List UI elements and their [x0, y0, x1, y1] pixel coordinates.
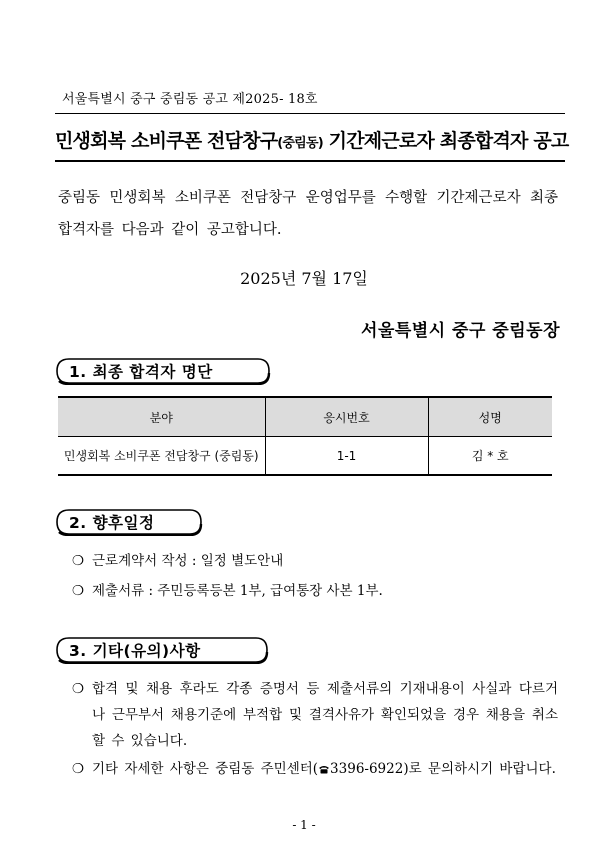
circle-bullet-icon: ❍	[72, 583, 85, 599]
schedule-list	[72, 551, 558, 601]
phone-number: 3396-6922	[330, 761, 404, 777]
title-rest: 기간제근로자 최종합격자 공고	[322, 130, 569, 152]
table-header-row	[58, 397, 552, 437]
table-cell-number: 1-1	[265, 437, 428, 476]
phone-icon	[318, 757, 330, 767]
page-number: - 1 -	[292, 818, 316, 832]
list-item-text-post: )로 문의하시기 바랍니다.	[403, 761, 556, 777]
table-header-cell: 성명	[428, 397, 552, 437]
list-item	[72, 676, 558, 754]
list-item	[72, 551, 558, 571]
list-item	[72, 756, 558, 782]
section-2-title: 2. 향후일정	[69, 514, 155, 532]
list-item-text: 근로계약서 작성 : 일정 별도안내	[92, 553, 284, 569]
page-title	[55, 126, 569, 153]
notice-date: 2025년 7월 17일	[240, 269, 368, 288]
list-item-text-pre: 기타 자세한 사항은 중림동 주민센터(	[92, 761, 319, 777]
section-2-heading	[55, 508, 203, 536]
table-cell-field: 민생회복 소비쿠폰 전담창구 (중림동)	[58, 437, 265, 476]
issuer-name: 서울특별시 중구 중림동장	[361, 321, 560, 341]
section-3-title: 3. 기타(유의)사항	[69, 642, 201, 660]
section-3-heading	[55, 636, 269, 664]
header-rule-top	[55, 113, 565, 114]
list-item-text: 합격 및 채용 후라도 각종 증명서 등 제출서류의 기재내용이 사실과 다르거나 근무부서 채용기준에 부적합 및 결격사유가 확인되었을 경우 채용을 취소할 수 있습니다.	[92, 681, 558, 749]
table-row	[58, 437, 552, 476]
circle-bullet-icon: ❍	[72, 553, 85, 569]
list-item	[72, 581, 558, 601]
title-main: 민생회복 소비쿠폰 전담창구	[55, 130, 278, 152]
final-roster-table	[58, 396, 552, 476]
table-header-cell: 응시번호	[265, 397, 428, 437]
list-item-text: 제출서류 : 주민등록등본 1부, 급여통장 사본 1부.	[92, 583, 383, 599]
title-paren: (중림동)	[277, 136, 323, 151]
section-1-heading	[55, 357, 271, 385]
header-rule-bottom	[55, 160, 565, 162]
section-1-title: 1. 최종 합격자 명단	[69, 363, 213, 381]
circle-bullet-icon: ❍	[72, 761, 85, 777]
notice-number: 서울특별시 중구 중림동 공고 제2025- 18호	[62, 92, 318, 107]
table-header-cell: 분야	[58, 397, 265, 437]
notes-list	[72, 676, 558, 782]
circle-bullet-icon: ❍	[72, 681, 85, 697]
intro-paragraph: 중림동 민생회복 소비쿠폰 전담창구 운영업무를 수행할 기간제근로자 최종합격자를 다음과 같이 공고합니다.	[58, 190, 558, 238]
table-cell-name: 김 * 호	[428, 437, 552, 476]
